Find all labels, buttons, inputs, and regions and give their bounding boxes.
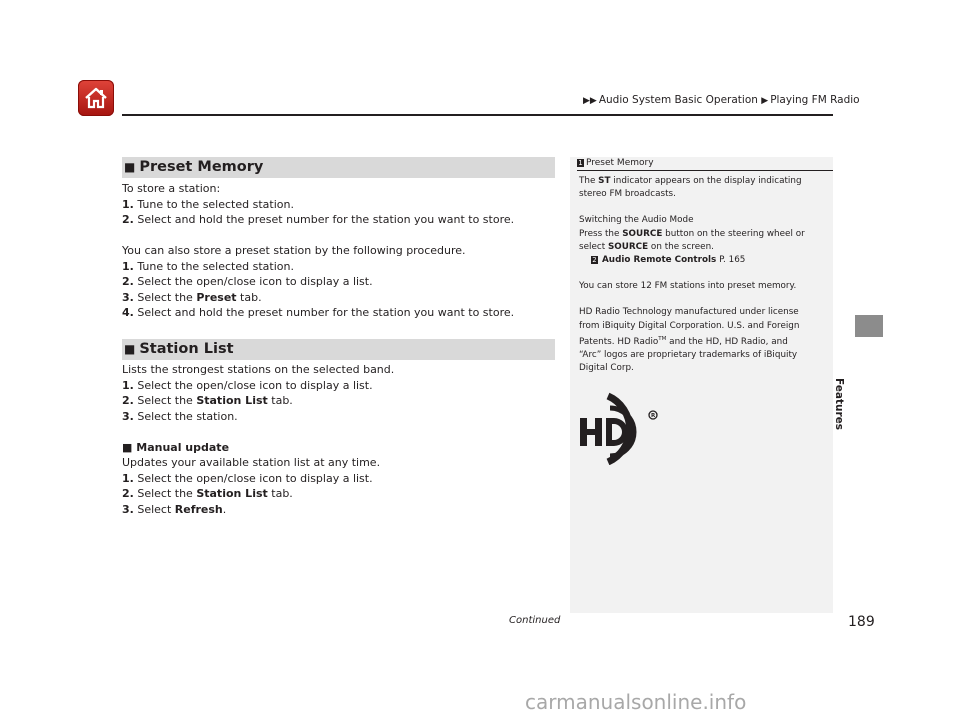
section-heading-preset-memory (122, 157, 555, 178)
home-button[interactable] (78, 80, 114, 116)
section-heading-text: Preset Memory (139, 159, 264, 175)
list-item: 2. Select the Station List tab. (122, 487, 293, 500)
breadcrumb-item-playing-fm-radio[interactable]: Playing FM Radio (770, 94, 860, 106)
watermark: carmanualsonline.info (525, 690, 747, 714)
section-tab-marker[interactable] (855, 315, 883, 337)
breadcrumb-arrow-icon: ▶ (761, 96, 769, 106)
list-item: 1. Select the open/close icon to display a list. (122, 471, 373, 485)
home-icon (83, 85, 109, 111)
section-heading-text: Station List (139, 341, 234, 357)
list-item: 1. Tune to the selected station. (122, 259, 294, 273)
preset-memory-body (122, 181, 514, 321)
cross-reference-link[interactable]: 2 Audio Remote Controls P. 165 (592, 255, 746, 266)
preset-intro: To store a station: (122, 182, 221, 195)
sidebar-title-text: Preset Memory (586, 158, 654, 168)
list-item: 4. Select and hold the preset number for the station you want to store. (122, 306, 515, 319)
list-item: 3. Select the station. (122, 409, 238, 423)
breadcrumb-arrow-icon: ▶▶ (583, 96, 597, 106)
preset-alt-intro: You can also store a preset station by the following procedure. (122, 244, 466, 257)
station-list-body (122, 362, 394, 517)
list-item: 3. Select the Preset tab. (122, 290, 262, 304)
square-bullet-icon: ■ (122, 440, 133, 454)
square-bullet-icon: ■ (124, 342, 136, 356)
square-bullet-icon: ■ (124, 160, 136, 174)
page-number: 189 (848, 614, 875, 630)
hd-radio-logo (578, 390, 660, 465)
note-marker-icon: 1 (578, 158, 583, 167)
manual-update-heading: ■ Manual update (122, 440, 230, 454)
section-heading-station-list (122, 339, 555, 360)
header-rule (122, 114, 833, 116)
continued-label: Continued (509, 615, 561, 626)
list-item: 1. Tune to the selected station. (122, 197, 294, 211)
list-item: 2. Select the open/close icon to display a list. (122, 275, 373, 288)
breadcrumb (583, 94, 860, 106)
svg-text:R: R (651, 413, 656, 419)
list-item: 2. Select the Station List tab. (122, 394, 293, 407)
sidebar-body: The ST indicator appears on the display indicating stereo FM broadcasts. Switching the Audio Mode Press the SOURCE button on the steering wheel or select SOURCE on the screen. 2 Audio Remote Controls P. 165 You can store 12 FM stations into preset memory. HD Radio Technology manufactured under license from iBiquity Digital Corporation. U.S. and Foreign Patents. HD Radio™ and the HD, HD Radio, and “Arc” logos are proprietary trademarks of iBiquity Digital Corp. (579, 175, 824, 375)
manual-intro: Updates your available station list at any time. (122, 456, 381, 469)
station-intro: Lists the strongest stations on the selected band. (122, 363, 395, 376)
sidebar-title (577, 158, 654, 168)
breadcrumb-item-audio-system[interactable]: Audio System Basic Operation (598, 94, 758, 106)
sidebar-rule (577, 170, 833, 171)
section-tab-label: Features (833, 378, 845, 430)
reference-arrow-icon: 2 (592, 255, 597, 264)
list-item: 1. Select the open/close icon to display a list. (122, 378, 373, 392)
list-item: 3. Select Refresh. (122, 502, 227, 516)
list-item: 2. Select and hold the preset number for the station you want to store. (122, 213, 515, 226)
